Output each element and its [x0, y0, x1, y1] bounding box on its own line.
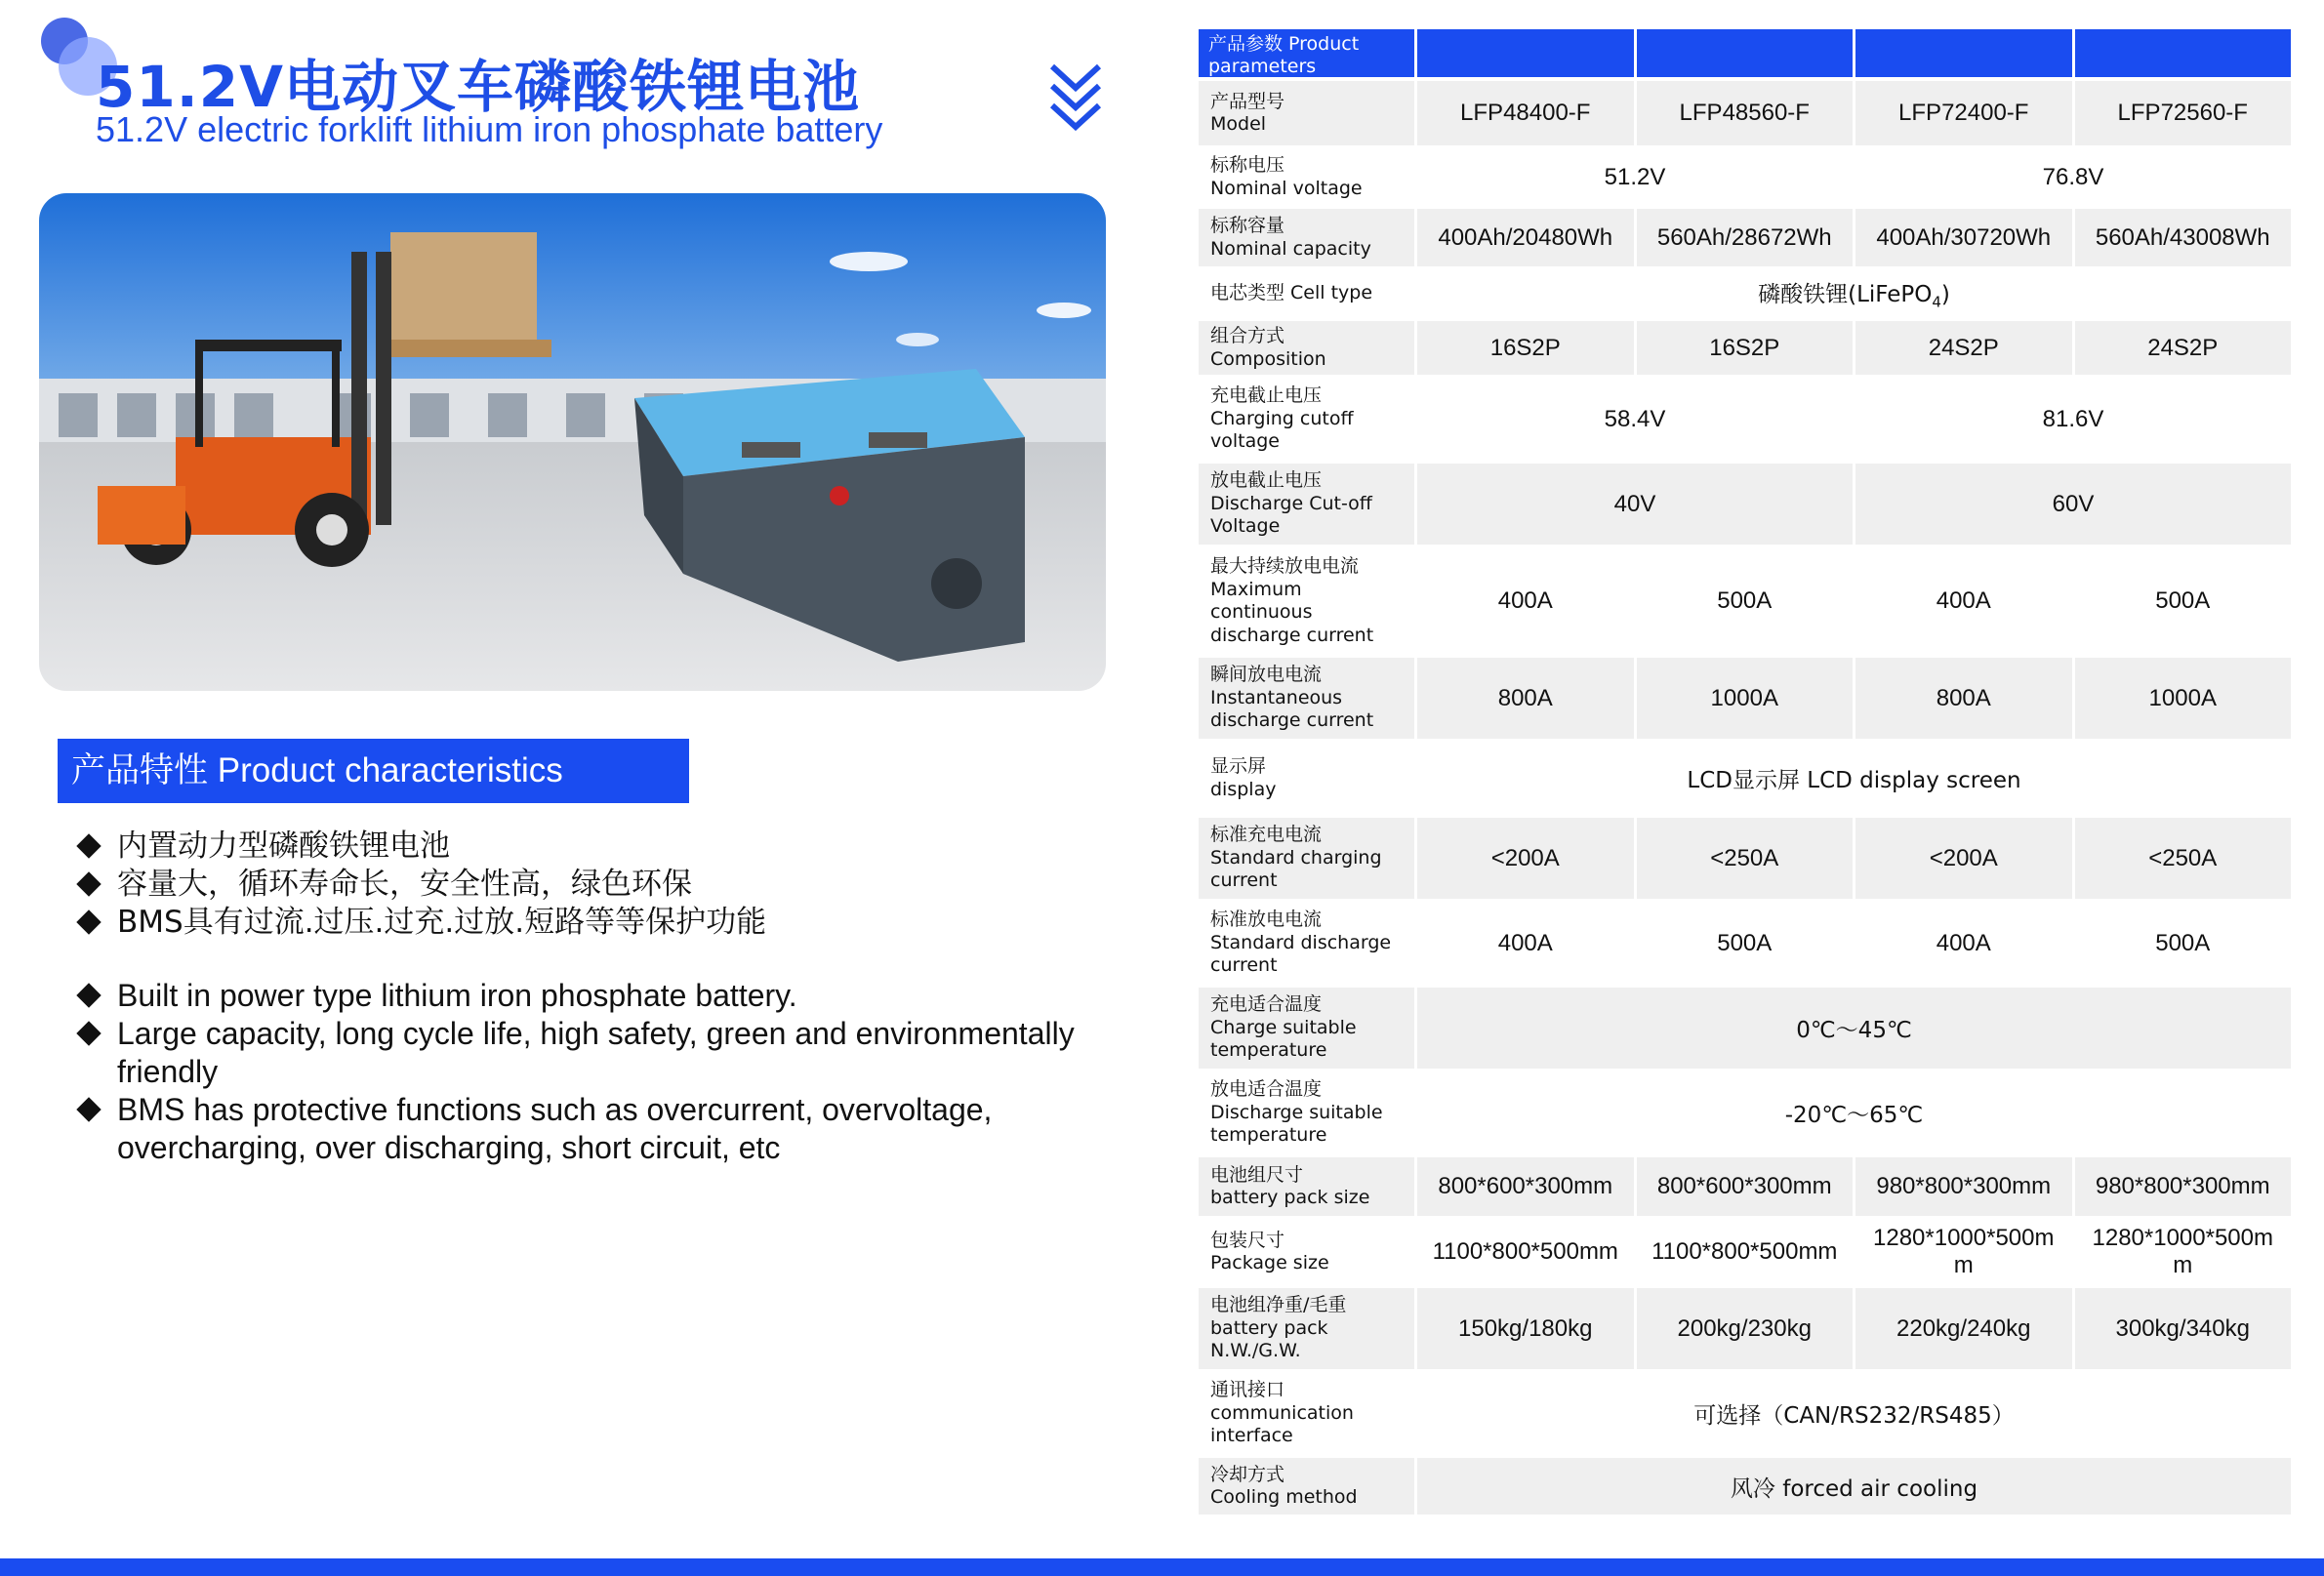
table-cell: <200A [1855, 818, 2075, 903]
table-cell: LCD显示屏 LCD display screen [1417, 743, 2294, 818]
list-item: Large capacity, long cycle life, high safety, green and environmentally friendly [76, 1015, 1111, 1091]
row-label: 冷却方式 Cooling method [1199, 1458, 1417, 1518]
table-row [1199, 321, 2294, 379]
row-label: 通讯接口 communication interface [1199, 1373, 1417, 1458]
table-row [1199, 988, 2294, 1072]
table-row [1199, 1458, 2294, 1518]
table-row [1199, 548, 2294, 658]
table-cell: <250A [2075, 818, 2295, 903]
row-label: 充电截止电压 Charging cutoff voltage [1199, 379, 1417, 464]
table-row [1199, 658, 2294, 743]
product-parameters-table [1199, 29, 2294, 1518]
diamond-bullet-icon [76, 1021, 101, 1045]
row-label: 放电截止电压 Discharge Cut-off Voltage [1199, 464, 1417, 548]
table-cell: 300kg/340kg [2075, 1288, 2295, 1373]
table-row [1199, 81, 2294, 149]
table-cell: 500A [2075, 548, 2295, 658]
table-cell: 800A [1417, 658, 1637, 743]
table-cell: 58.4V [1417, 379, 1855, 464]
table-cell: 400Ah/20480Wh [1417, 209, 1637, 270]
table-cell: LFP48400-F [1417, 81, 1637, 149]
list-item: Built in power type lithium iron phosphate battery. [76, 977, 1111, 1015]
table-cell: 560Ah/43008Wh [2075, 209, 2295, 270]
table-cell: 40V [1417, 464, 1855, 548]
table-row [1199, 743, 2294, 818]
table-cell: <250A [1637, 818, 1856, 903]
table-cell: -20℃～65℃ [1417, 1072, 2294, 1157]
table-cell: 150kg/180kg [1417, 1288, 1637, 1373]
row-label: 瞬间放电电流 Instantaneous discharge current [1199, 658, 1417, 743]
row-label: 标称电压 Nominal voltage [1199, 149, 1417, 209]
row-label: 充电适合温度 Charge suitable temperature [1199, 988, 1417, 1072]
table-row [1199, 1373, 2294, 1458]
table-row [1199, 1288, 2294, 1373]
table-cell: 200kg/230kg [1637, 1288, 1856, 1373]
table-header: 产品参数 Product parameters [1199, 29, 1417, 81]
table-cell: 400A [1855, 903, 2075, 988]
table-cell: LFP72400-F [1855, 81, 2075, 149]
table-row [1199, 1072, 2294, 1157]
table-cell: 51.2V [1417, 149, 1855, 209]
table-cell: LFP48560-F [1637, 81, 1856, 149]
table-cell: 400A [1417, 903, 1637, 988]
table-cell: 800A [1855, 658, 2075, 743]
row-label: 标准充电电流 Standard charging current [1199, 818, 1417, 903]
table-cell: 81.6V [1855, 379, 2294, 464]
row-label: 产品型号 Model [1199, 81, 1417, 149]
table-cell: 500A [1637, 548, 1856, 658]
row-label: 最大持续放电电流 Maximum continuous discharge current [1199, 548, 1417, 658]
table-cell: 400A [1855, 548, 2075, 658]
page-title-en: 51.2V electric forklift lithium iron phosphate battery [96, 109, 883, 149]
diamond-bullet-icon [76, 909, 101, 934]
row-label: 组合方式 Composition [1199, 321, 1417, 379]
table-cell: 可选择（CAN/RS232/RS485） [1417, 1373, 2294, 1458]
table-cell: 220kg/240kg [1855, 1288, 2075, 1373]
table-cell: 1000A [2075, 658, 2295, 743]
table-cell: 500A [2075, 903, 2295, 988]
table-cell: 560Ah/28672Wh [1637, 209, 1856, 270]
table-row [1199, 818, 2294, 903]
double-chevron-down-icon [1046, 61, 1105, 133]
row-label: 电芯类型 Cell type [1199, 270, 1417, 321]
table-cell: 磷酸铁锂(LiFePO$_4$) [1417, 270, 2294, 321]
table-cell: 400Ah/30720Wh [1855, 209, 2075, 270]
table-row [1199, 464, 2294, 548]
bottom-bar [0, 1558, 2324, 1576]
characteristics-list [76, 828, 1111, 1167]
table-row [1199, 903, 2294, 988]
table-cell: 24S2P [1855, 321, 2075, 379]
forklift-battery-photo [39, 193, 1106, 691]
table-cell: 1100*800*500mm [1417, 1220, 1637, 1288]
table-cell: 1280*1000*500m m [1855, 1220, 2075, 1288]
table-row [1199, 379, 2294, 464]
list-item: BMS具有过流.过压.过充.过放.短路等等保护功能 [76, 904, 1111, 942]
diamond-bullet-icon [76, 871, 101, 896]
table-cell: 980*800*300mm [1855, 1157, 2075, 1220]
table-cell: 800*600*300mm [1417, 1157, 1637, 1220]
table-cell: 1280*1000*500m m [2075, 1220, 2295, 1288]
page-title-cn: 51.2V电动叉车磷酸铁锂电池 [96, 54, 860, 120]
table-cell: <200A [1417, 818, 1637, 903]
row-label: 电池组净重/毛重 battery pack N.W./G.W. [1199, 1288, 1417, 1373]
row-label: 显示屏 display [1199, 743, 1417, 818]
table-cell: 500A [1637, 903, 1856, 988]
row-label: 标称容量 Nominal capacity [1199, 209, 1417, 270]
table-row [1199, 1220, 2294, 1288]
table-row [1199, 1157, 2294, 1220]
table-row [1199, 270, 2294, 321]
table-cell: 24S2P [2075, 321, 2295, 379]
diamond-bullet-icon [76, 983, 101, 1007]
diamond-bullet-icon [76, 1097, 101, 1121]
table-header-row [1199, 29, 2294, 81]
row-label: 放电适合温度 Discharge suitable temperature [1199, 1072, 1417, 1157]
table-row [1199, 149, 2294, 209]
list-item: BMS has protective functions such as overcurrent, overvoltage, overcharging, over discharging, short circuit, etc [76, 1091, 1111, 1167]
table-cell: 60V [1855, 464, 2294, 548]
table-cell: 980*800*300mm [2075, 1157, 2295, 1220]
table-cell: 16S2P [1637, 321, 1856, 379]
list-item: 内置动力型磷酸铁锂电池 [76, 828, 1111, 866]
table-row [1199, 209, 2294, 270]
table-cell: 76.8V [1855, 149, 2294, 209]
row-label: 电池组尺寸 battery pack size [1199, 1157, 1417, 1220]
table-cell: 800*600*300mm [1637, 1157, 1856, 1220]
table-cell: 1100*800*500mm [1637, 1220, 1856, 1288]
table-cell: 1000A [1637, 658, 1856, 743]
table-cell: 0℃～45℃ [1417, 988, 2294, 1072]
characteristics-heading: 产品特性 Product characteristics [58, 739, 689, 803]
row-label: 包装尺寸 Package size [1199, 1220, 1417, 1288]
list-item: 容量大，循环寿命长，安全性高，绿色环保 [76, 866, 1111, 904]
table-cell: 风冷 forced air cooling [1417, 1458, 2294, 1518]
table-cell: 16S2P [1417, 321, 1637, 379]
row-label: 标准放电电流 Standard discharge current [1199, 903, 1417, 988]
table-cell: LFP72560-F [2075, 81, 2295, 149]
table-cell: 400A [1417, 548, 1637, 658]
diamond-bullet-icon [76, 833, 101, 858]
